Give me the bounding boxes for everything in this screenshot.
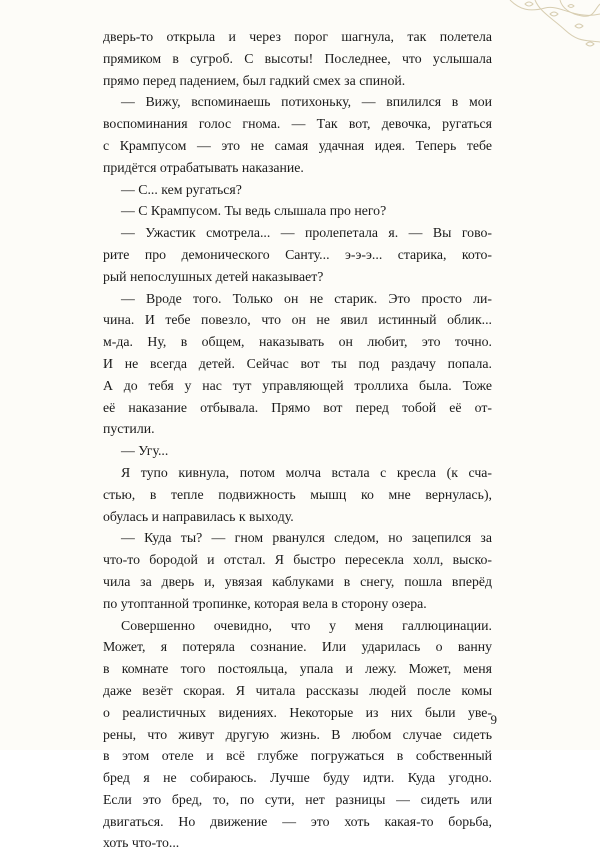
text-line: хоть что-то... [103, 835, 180, 851]
text-line: по утоптанной тропинке, которая вела в сторону озера. [103, 595, 427, 611]
text-line: чина. И тебе повезло, что он не явил истинный облик... [103, 312, 492, 328]
text-line: Совершенно очевидно, что у меня галлюцинации. [121, 617, 492, 633]
text-line: что-то бородой и отстал. Я быстро пересекла холл, выско- [103, 552, 492, 568]
corner-ornament-decoration [490, 0, 600, 60]
text-line: в комнате того постояльца, упала и лежу. Может, меня [103, 661, 492, 677]
text-line: даже везёт скорая. Я читала рассказы людей после комы [103, 682, 492, 698]
page-number: 9 [490, 712, 497, 727]
text-line: прямо перед падением, был гадкий смех за спиной. [103, 72, 406, 88]
text-line: рены, что живут другую жизнь. В любом случае сидеть [103, 726, 492, 742]
text-line: — Вроде того. Только он не старик. Это просто ли- [121, 290, 492, 306]
text-line: А до тебя у нас тут управляющей троллиха была. Тоже [103, 377, 492, 393]
text-line: Я тупо кивнула, потом молча встала с кресла (к сча- [121, 464, 492, 480]
text-line: Если это бред, то, по сути, нет разницы — сидеть или [103, 791, 492, 807]
text-line: придётся отрабатывать наказание. [103, 159, 304, 175]
text-line: — Вижу, вспоминаешь потихоньку, — впилился в мои [121, 94, 492, 110]
text-line: прямиком в сугроб. С высоты! Последнее, что услышала [103, 50, 492, 66]
text-line: — Ужастик смотрела... — пролепетала я. — Вы гово- [121, 225, 492, 241]
text-line: рый непослушных детей наказывает? [103, 268, 324, 284]
text-line: двигаться. Но движение — это хоть какая-то борьба, [103, 813, 492, 829]
text-line: — Угу... [121, 443, 169, 459]
text-line: — С Крампусом. Ты ведь слышала про него? [121, 203, 387, 219]
body-text [103, 26, 492, 854]
text-line: бред я не собираюсь. Лучше буду идти. Куда угодно. [103, 770, 492, 786]
text-line: рите про демонического Санту... э-э-э... старика, кото- [103, 246, 492, 262]
text-line: чила за дверь и, увязая каблуками в снегу, пошла вперёд [103, 573, 492, 589]
text-line: — Куда ты? — гном рванулся следом, но зацепился за [121, 530, 492, 546]
text-line: — С... кем ругаться? [121, 181, 242, 197]
text-line: м-да. Ну, в общем, наказывать он любит, это точно. [103, 334, 492, 350]
text-line: стью, в тепле подвижность мышц ко мне вернулась), [103, 486, 492, 502]
text-line: о реалистичных видениях. Некоторые из них были уве- [103, 704, 492, 720]
text-line: воспоминания голос гнома. — Так вот, девочка, ругаться [103, 116, 492, 132]
text-line: с Крампусом — это не самая удачная идея. Теперь тебе [103, 137, 492, 153]
text-line: Может, я потеряла сознание. Или ударилась о ванну [103, 639, 492, 655]
text-line: её наказание отбывала. Прямо вот перед тобой её от- [103, 399, 492, 415]
text-line: дверь-то открыла и через порог шагнула, так полетела [103, 29, 492, 44]
text-line: И не всегда детей. Сейчас вот ты под раздачу попала. [103, 355, 492, 371]
text-line: в этом отеле и всё глубже погружаться в собственный [103, 748, 492, 764]
text-line: обулась и направилась к выходу. [103, 508, 294, 524]
text-line: пустили. [103, 421, 155, 437]
